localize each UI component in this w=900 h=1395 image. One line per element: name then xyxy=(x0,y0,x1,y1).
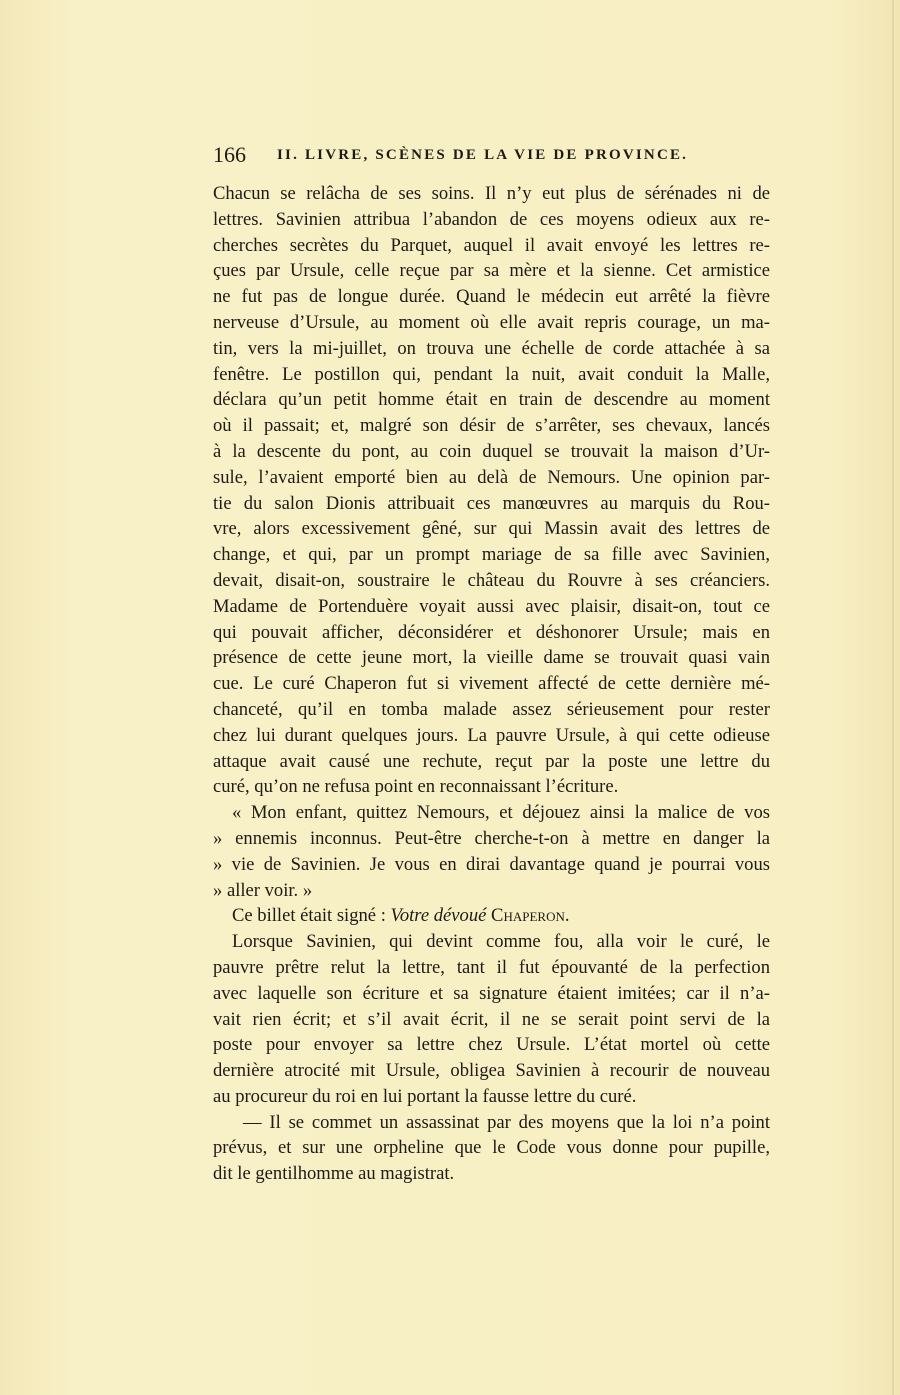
text-line: déclara qu’un petit homme était en train de descendre au moment xyxy=(213,389,770,411)
text-line: cherches secrètes du Parquet, auquel il avait envoyé les lettres re- xyxy=(213,234,770,256)
text-line: attaque avait causé une rechute, reçut par la poste une lettre du xyxy=(213,750,770,772)
text-line: tie du salon Dionis attribuait ces manœuvres au marquis du Rou- xyxy=(213,492,770,514)
text-line: — Il se commet un assassinat par des moyens que la loi n’a point xyxy=(243,1111,770,1133)
text-line: prévus, et sur une orpheline que le Code vous donne pour pupille, xyxy=(213,1137,770,1159)
text-line: « Mon enfant, quittez Nemours, et déjouez ainsi la malice de vos xyxy=(232,802,770,824)
text-line: présence de cette jeune mort, la vieille dame se trouvait quasi vain xyxy=(213,647,770,669)
page-number: 166 xyxy=(213,142,246,167)
text-line: fenêtre. Le postillon qui, pendant la nuit, avait conduit la Malle, xyxy=(213,363,770,385)
text-line: chanceté, qu’il en tomba malade assez sérieusement pour rester xyxy=(213,698,770,720)
text-line: » vie de Savinien. Je vous en dirai davantage quand je pourrai vous xyxy=(213,853,770,875)
signature-italic: Votre dévoué xyxy=(390,905,487,927)
text-line: Chacun se relâcha de ses soins. Il n’y eut plus de sérénades ni de xyxy=(213,183,770,204)
text-line: à la descente du pont, au coin duquel se trouvait la maison d’Ur- xyxy=(213,440,770,462)
text-line: nerveuse d’Ursule, au moment où elle avait repris courage, un ma- xyxy=(213,311,770,333)
signature-name: Chaperon. xyxy=(491,905,570,927)
text-line: qui pouvait afficher, déconsidérer et déshonorer Ursule; mais en xyxy=(213,621,770,643)
text-line: poste pour envoyer sa lettre chez Ursule. L’état mortel où cette xyxy=(213,1034,770,1056)
text-line: Lorsque Savinien, qui devint comme fou, alla voir le curé, le xyxy=(232,931,770,953)
signature-line xyxy=(213,903,770,929)
text-line: lettres. Savinien attribua l’abandon de ces moyens odieux aux re- xyxy=(213,208,770,230)
text-line: chez lui durant quelques jours. La pauvre Ursule, à qui cette odieuse xyxy=(213,724,770,746)
text-line: Madame de Portenduère voyait aussi avec plaisir, disait-on, tout ce xyxy=(213,595,770,617)
body-text xyxy=(213,181,770,1187)
text-line: dernière atrocité mit Ursule, obligea Savinien à recourir de nouveau xyxy=(213,1060,770,1082)
text-line: » ennemis inconnus. Peut-être cherche-t-on à mettre en danger la xyxy=(213,827,770,849)
text-line: vre, alors excessivement gêné, sur qui Massin avait des lettres de xyxy=(213,518,770,540)
signature-prefix: Ce billet était signé : xyxy=(232,905,391,927)
text-line: » aller voir. » xyxy=(213,879,313,901)
text-line: au procureur du roi en lui portant la fausse lettre du curé. xyxy=(213,1085,637,1107)
page-edge xyxy=(892,0,894,1395)
text-line: curé, qu’on ne refusa point en reconnaissant l’écriture. xyxy=(213,776,619,798)
text-block-2 xyxy=(213,929,770,1187)
text-line: change, et qui, par un prompt mariage de sa fille avec Savinien, xyxy=(213,544,770,566)
text-line: çues par Ursule, celle reçue par sa mère et la sienne. Cet armistice xyxy=(213,260,770,282)
text-line: pauvre prêtre relut la lettre, tant il fut épouvanté de la perfection xyxy=(213,956,770,978)
text-block-1 xyxy=(213,181,770,903)
text-line: cue. Le curé Chaperon fut si vivement affecté de cette dernière mé- xyxy=(213,673,770,695)
running-title: II. LIVRE, SCÈNES DE LA VIE DE PROVINCE. xyxy=(277,147,689,163)
text-line: avec laquelle son écriture et sa signature étaient imitées; car il n’a- xyxy=(213,982,770,1004)
text-line: vait rien écrit; et s’il avait écrit, il ne se serait point servi de la xyxy=(213,1008,770,1030)
text-line: où il passait; et, malgré son désir de s’arrêter, ses chevaux, lancés xyxy=(213,415,770,437)
text-line: devait, disait-on, soustraire le château du Rouvre à ses créanciers. xyxy=(213,569,770,591)
page-header xyxy=(213,142,770,172)
text-line: sule, l’avaient emporté bien au delà de Nemours. Une opinion par- xyxy=(213,466,770,488)
text-line: tin, vers la mi-juillet, on trouva une échelle de corde attachée à sa xyxy=(213,337,770,359)
text-line: dit le gentilhomme au magistrat. xyxy=(213,1163,455,1185)
text-line: ne fut pas de longue durée. Quand le médecin eut arrêté la fièvre xyxy=(213,286,770,308)
